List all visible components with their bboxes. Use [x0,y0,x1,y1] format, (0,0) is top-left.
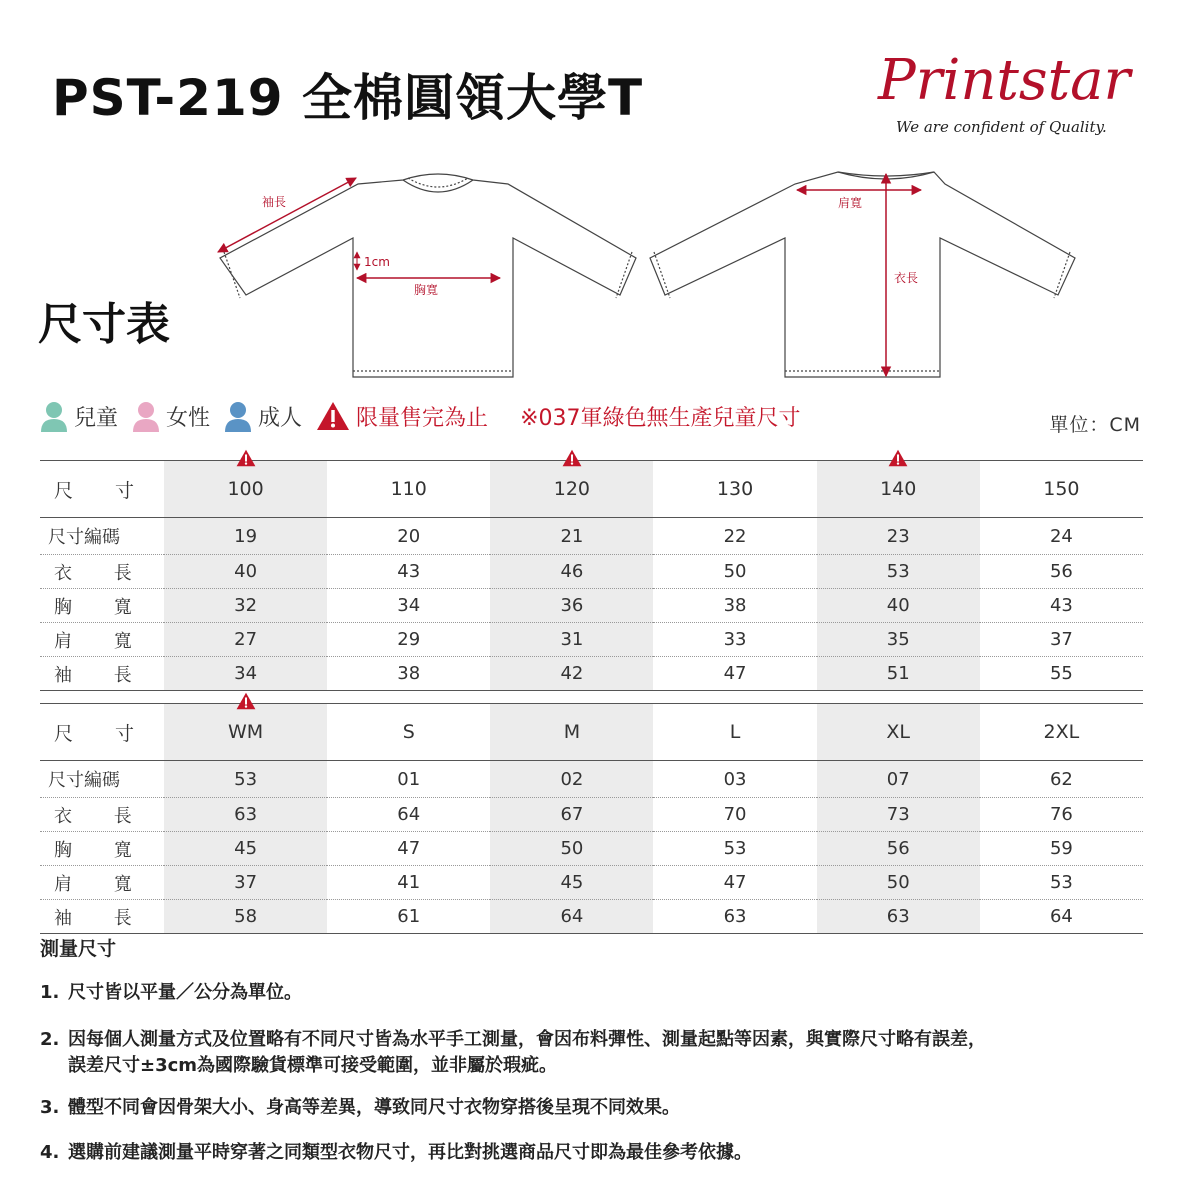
value-cell: 46 [490,555,653,589]
size-cell: 150 [980,461,1143,518]
table-row [40,900,1143,934]
value-cell: 38 [653,589,816,623]
note-item [40,1027,1150,1079]
legend [40,398,801,434]
table-row [40,866,1143,900]
code-cell: 01 [327,761,490,798]
note-text-continued: 誤差尺寸±3cm為國際驗貨標準可接受範圍，並非屬於瑕疵。 [68,1055,558,1076]
page-title: PST-219 全棉圓領大學T [52,69,644,127]
legend-limited-label: 限量售完為止 [356,405,489,431]
legend-women [132,400,210,432]
value-cell: 34 [164,657,327,691]
value-cell: 47 [653,657,816,691]
value-cell: 63 [817,900,980,934]
row-label: 胸 寬 [40,589,164,623]
value-cell: 45 [164,832,327,866]
size-cell: 110 [327,461,490,518]
value-cell: 27 [164,623,327,657]
row-label: 肩 寬 [40,866,164,900]
value-cell: 41 [327,866,490,900]
legend-kids [40,400,118,432]
table-row [40,518,1143,555]
value-cell: 64 [490,900,653,934]
measure-heading: 測量尺寸 [40,938,117,960]
code-cell: 07 [817,761,980,798]
row-label: 尺 寸 [40,461,164,518]
table-row [40,832,1143,866]
note-text: 選購前建議測量平時穿著之同類型衣物尺寸，再比對挑選商品尺寸即為最佳參考依據。 [68,1142,752,1163]
value-cell: 67 [490,798,653,832]
table-row [40,461,1143,518]
size-cell: 140 [817,461,980,518]
row-label: 袖 長 [40,657,164,691]
adult-person-icon [224,400,252,432]
measurement-diagram [0,160,1181,385]
value-cell: 70 [653,798,816,832]
adult-size-table [40,703,1143,934]
value-cell: 50 [490,832,653,866]
value-cell: 61 [327,900,490,934]
row-label: 胸 寬 [40,832,164,866]
legend-limited [316,401,488,432]
table-row [40,761,1143,798]
table-row [40,657,1143,691]
value-cell: 35 [817,623,980,657]
note-item [40,1140,1150,1166]
code-cell: 53 [164,761,327,798]
women-person-icon [132,400,160,432]
code-cell: 19 [164,518,327,555]
value-cell: 59 [980,832,1143,866]
note-number: 3. [40,1097,60,1118]
note-text: 因每個人測量方式及位置略有不同尺寸皆為水平手工測量，會因布料彈性、測量起點等因素，與實際尺寸略有誤差， [68,1029,986,1050]
code-cell: 62 [980,761,1143,798]
brand-logo: Printstar [878,48,1131,113]
value-cell: 43 [980,589,1143,623]
warning-icon [236,692,256,710]
shoulder-width-label: 肩寬 [838,196,863,210]
value-cell: 56 [980,555,1143,589]
row-label: 衣 長 [40,798,164,832]
size-chart-heading: 尺寸表 [38,299,170,350]
value-cell: 33 [653,623,816,657]
value-cell: 38 [327,657,490,691]
table-row [40,623,1143,657]
value-cell: 53 [980,866,1143,900]
size-cell: L [653,704,816,761]
note-number: 4. [40,1142,60,1163]
value-cell: 53 [817,555,980,589]
value-cell: 64 [980,900,1143,934]
code-cell: 24 [980,518,1143,555]
row-label: 尺 寸 [40,704,164,761]
note-item [40,1095,1150,1121]
value-cell: 50 [817,866,980,900]
value-cell: 40 [164,555,327,589]
value-cell: 31 [490,623,653,657]
size-cell: 2XL [980,704,1143,761]
code-cell: 23 [817,518,980,555]
value-cell: 43 [327,555,490,589]
warning-icon [236,449,256,467]
value-cell: 32 [164,589,327,623]
size-cell: 120 [490,461,653,518]
warning-icon [888,449,908,467]
value-cell: 29 [327,623,490,657]
offset-label: 1cm [364,255,390,269]
value-cell: 76 [980,798,1143,832]
value-cell: 73 [817,798,980,832]
code-cell: 21 [490,518,653,555]
size-cell: S [327,704,490,761]
note-number: 2. [40,1029,60,1050]
size-cell: M [490,704,653,761]
code-cell: 20 [327,518,490,555]
body-length-label: 衣長 [894,271,919,285]
value-cell: 63 [164,798,327,832]
size-cell: 130 [653,461,816,518]
code-cell: 22 [653,518,816,555]
value-cell: 51 [817,657,980,691]
warning-icon [562,449,582,467]
chest-width-label: 胸寬 [414,283,439,297]
value-cell: 58 [164,900,327,934]
value-cell: 50 [653,555,816,589]
code-cell: 03 [653,761,816,798]
value-cell: 45 [490,866,653,900]
back-shirt-outline [650,172,1075,377]
legend-adult [224,400,302,432]
row-label: 衣 長 [40,555,164,589]
value-cell: 40 [817,589,980,623]
table-row [40,798,1143,832]
row-label: 尺寸編碼 [40,518,164,555]
kids-size-table [40,460,1143,691]
sleeve-length-label: 袖長 [262,195,287,209]
value-cell: 36 [490,589,653,623]
size-cell: XL [817,704,980,761]
unit-label: 單位：CM [1049,414,1141,436]
code-cell: 02 [490,761,653,798]
value-cell: 42 [490,657,653,691]
value-cell: 37 [164,866,327,900]
legend-women-label: 女性 [166,405,211,431]
table-row [40,589,1143,623]
row-label: 袖 長 [40,900,164,934]
note-number: 1. [40,982,60,1003]
color-note: ※037軍綠色無生產兒童尺寸 [520,405,801,431]
note-text: 尺寸皆以平量／公分為單位。 [68,982,302,1003]
legend-kids-label: 兒童 [74,405,119,431]
brand-tagline: We are confident of Quality. [896,118,1107,136]
size-cell: WM [164,704,327,761]
value-cell: 53 [653,832,816,866]
legend-adult-label: 成人 [258,405,303,431]
kids-person-icon [40,400,68,432]
value-cell: 55 [980,657,1143,691]
table-row [40,555,1143,589]
note-item [40,980,1150,1006]
row-label: 肩 寬 [40,623,164,657]
row-label: 尺寸編碼 [40,761,164,798]
value-cell: 64 [327,798,490,832]
value-cell: 47 [653,866,816,900]
value-cell: 47 [327,832,490,866]
size-cell: 100 [164,461,327,518]
value-cell: 34 [327,589,490,623]
warning-icon [316,401,350,431]
value-cell: 56 [817,832,980,866]
note-text: 體型不同會因骨架大小、身高等差異，導致同尺寸衣物穿搭後呈現不同效果。 [68,1097,680,1118]
value-cell: 37 [980,623,1143,657]
table-row [40,704,1143,761]
value-cell: 63 [653,900,816,934]
